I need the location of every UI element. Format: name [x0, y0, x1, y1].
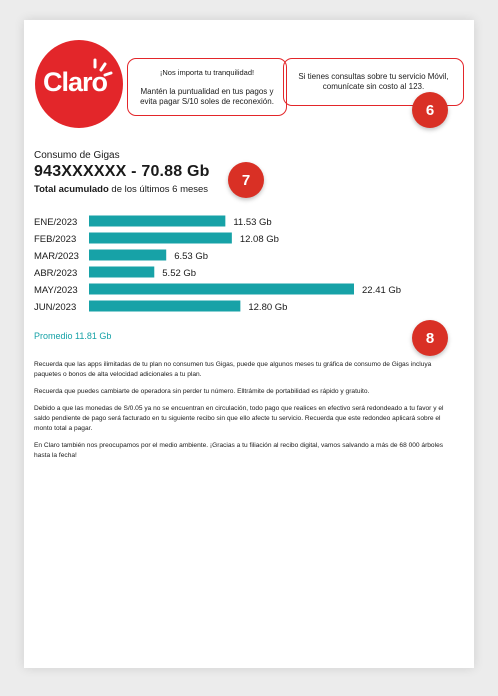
note-paragraph: Recuerda que las apps ilimitadas de tu plan no consumen tus Gigas, puede que algunos meses tu gráfica de consumo de Gigas incluya paquetes o bonos de alta velocidad adicionales a tu plan. — [34, 361, 432, 378]
tranquility-notice — [127, 58, 287, 116]
callout-badge-7: 7 — [228, 162, 264, 198]
notes-section — [34, 360, 452, 468]
total-subtitle-bold: Total acumulado — [34, 184, 109, 195]
note-paragraph: En Claro también nos preocupamos por el medio ambiente. ¡Gracias a tu filiación al recibo digital, vamos salvando a más de 68 000 árboles hasta la fecha! — [34, 442, 444, 459]
bar-category-label: JUN/2023 — [34, 302, 77, 313]
logo-text: Claro — [43, 67, 108, 97]
bar-value-label: 12.08 Gb — [239, 234, 279, 245]
bar-value-label: 11.53 Gb — [233, 217, 272, 228]
average-label: Promedio 11.81 Gb — [34, 331, 112, 341]
note-paragraph: Debido a que las monedas de S/0.05 ya no se encuentran en circulación, todo pago que realices en efectivo será redondeado a tu favor y el saldo pendiente de pago será facturado en tu siguiente recibo sin que ello afecte tu servicio. Recuerda que este redondeo aplicará sobre el monto total a pagar. — [34, 405, 444, 432]
bar-value-label: 5.52 Gb — [162, 268, 197, 279]
notice-heading: ¡Nos importa tu tranquilidad! — [159, 67, 255, 77]
callout-badge-6: 6 — [412, 92, 448, 128]
bar-value-label: 6.53 Gb — [174, 251, 209, 262]
contact-text: Si tienes consultas sobre tu servicio Móvil, comunícate sin costo al 123. — [298, 72, 449, 91]
notice-text: Mantén la puntualidad en tus pagos y evita pagar S/10 soles de reconexión. — [140, 86, 274, 106]
note-paragraph: Recuerda que puedes cambiarte de operadora sin perder tu número. Elltrámite de portabilidad es rápido y gratuito. — [34, 388, 370, 395]
bar-value-label: 22.41 Gb — [362, 285, 402, 296]
claro-logo — [35, 40, 123, 128]
bar-category-label: ABR/2023 — [34, 268, 78, 279]
total-subtitle-rest: de los últimos 6 meses — [108, 184, 209, 195]
bar-category-label: MAR/2023 — [34, 251, 79, 262]
bar-category-label: FEB/2023 — [34, 234, 77, 245]
total-subtitle — [34, 184, 208, 195]
line-total-title: 943XXXXXX - 70.88 Gb — [34, 163, 210, 180]
bar-value-label: 12.80 Gb — [248, 302, 288, 313]
callout-badge-8: 8 — [412, 320, 448, 356]
bar-category-label: ENE/2023 — [34, 217, 78, 228]
consumo-label: Consumo de Gigas — [34, 150, 120, 161]
bar-category-label: MAY/2023 — [34, 285, 78, 296]
